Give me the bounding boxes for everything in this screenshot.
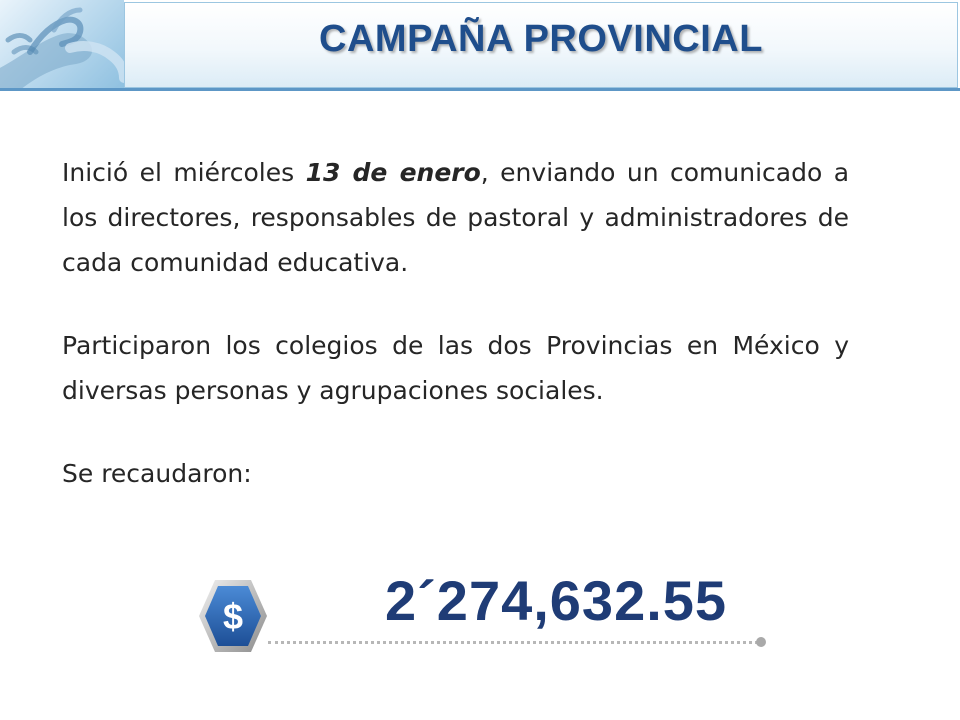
raised-label: Se recaudaron: <box>62 459 252 488</box>
divider-end-dot <box>756 637 766 647</box>
dotted-divider <box>268 641 758 644</box>
header-divider <box>0 88 960 91</box>
start-date: 13 de enero <box>305 158 481 187</box>
paragraph-start-date <box>62 150 849 285</box>
paragraph-start-text: Inició el miércoles <box>62 158 306 187</box>
paragraph-rest-text: , enviando un comunicado a los directores, responsables de pastoral y administradores de cada comunidad educativa. <box>62 158 850 277</box>
page-title: CAMPAÑA PROVINCIAL <box>319 18 763 60</box>
paragraph-participants: Participaron los colegios de las dos Provincias en México y diversas personas y agrupaciones sociales. <box>62 331 849 405</box>
dollar-hexagon-icon <box>197 578 269 654</box>
hands-logo-icon <box>0 0 124 90</box>
main-content <box>62 150 849 496</box>
raised-amount: 2´274,632.55 <box>385 569 728 632</box>
header-banner <box>0 0 960 90</box>
currency-symbol: $ <box>222 596 244 637</box>
